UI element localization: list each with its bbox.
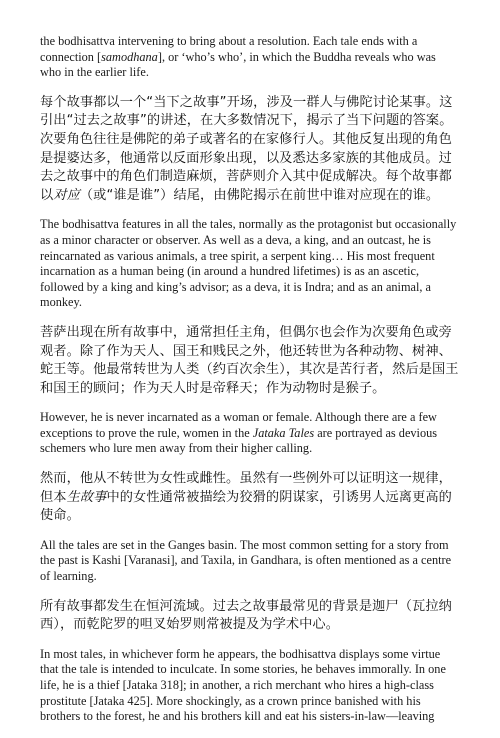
- text-segment: All the tales are set in the Ganges basin. The most common setting for a story from the past is Kashi [Varanasi], and Taxila, in Gandhara, is often mentioned as a centre of learning.: [40, 537, 452, 584]
- document-page: [40, 34, 460, 738]
- text-segment: are portrayed as devious schemers who lure men away from their higher calling.: [40, 425, 438, 456]
- text-segment: 每个故事都以一个“当下之故事”开场，涉及一群人与佛陀讨论某事。这引出“过去之故事”的讲述，在大多数情况下，揭示了当下问题的答案。次要角色往往是佛陀的弟子或著名的在家修行人。其他反复出现的角色是提婆达多，他通常以反面形象出现，以及悉达多家族的其他成员。过去之故事中的角色们制造麻烦，菩萨则介入其中促成解决。每个故事都以: [40, 94, 453, 203]
- paragraph-en-4: [40, 538, 460, 585]
- paragraph-zh-3: [40, 470, 460, 526]
- text-segment: 中的女性通常被描绘为狡猾的阴谋家，引诱男人远离更高的使命。: [40, 489, 452, 524]
- text-segment: the bodhisattva intervening to bring about a resolution. Each tale ends with a connection [: [40, 34, 418, 64]
- paragraph-en-1: [40, 34, 460, 81]
- text-segment: In most tales, in whichever form he appears, the bodhisattva displays some virtue that the tale is intended to inculcate. In some stories, he behaves immorally. In one life, he is a thief [Jataka 318]; in another, a rich merchant who hires a high-class prostitute [Jataka 425]. More shockingly, as a crown prince banished with his brothers to the forest, he and his brothers kill and eat his sisters-in-law—leaving: [40, 646, 446, 724]
- paragraph-zh-2: [40, 324, 460, 398]
- text-segment: 菩萨出现在所有故事中，通常担任主角，但偶尔也会作为次要角色或旁观者。除了作为天人、国王和贱民之外，他还转世为各种动物、树神、蛇王等。他最常转世为人类（约百次余生），其次是苦行者，然后是国王和国王的顾问；作为天人时是帝释天；作为动物时是猴子。: [40, 324, 459, 396]
- paragraph-en-2: [40, 217, 460, 311]
- italic-title-bensheng: 生故事: [66, 489, 107, 505]
- text-segment: 所有故事都发生在恒河流域。过去之故事最常见的背景是迦尸（瓦拉纳西），而乾陀罗的呾叉始罗则常被提及为学术中心。: [40, 598, 452, 633]
- text-segment: 然而，他从不转世为女性或雌性。虽然有一些例外可以证明这一规律，但本: [40, 471, 452, 505]
- paragraph-en-3: [40, 410, 460, 457]
- text-segment: （或“谁是谁”）结尾，由佛陀揭示在前世中谁对应现在的谁。: [79, 187, 440, 203]
- text-segment: However, he is never incarnated as a woman or female. Although there are a few exceptions to prove the rule, women in the: [40, 410, 437, 440]
- text-segment: The bodhisattva features in all the tales, normally as the protagonist but occasionally as a minor character or observer. As well as a deva, a king, and an outcast, he is reincarnated as various animals, a tree spirit, a serpent king… His most frequent incarnation as a human being (in around a hundred lifetimes) is as an ascetic, followed by a king and king’s advisor; as a deva, it is Indra; and as an animal, a monkey.: [40, 217, 457, 310]
- italic-term-samodhana: samodhana: [101, 49, 158, 64]
- italic-title-jataka-tales: Jataka Tales: [252, 425, 315, 440]
- text-segment: ], or ‘who’s who’, in which the Buddha reveals who was who in the earlier life.: [40, 49, 436, 80]
- paragraph-zh-4: [40, 598, 460, 635]
- italic-term-duiying: 对应: [53, 187, 80, 203]
- paragraph-zh-1: [40, 94, 460, 206]
- paragraph-en-5: [40, 647, 460, 725]
